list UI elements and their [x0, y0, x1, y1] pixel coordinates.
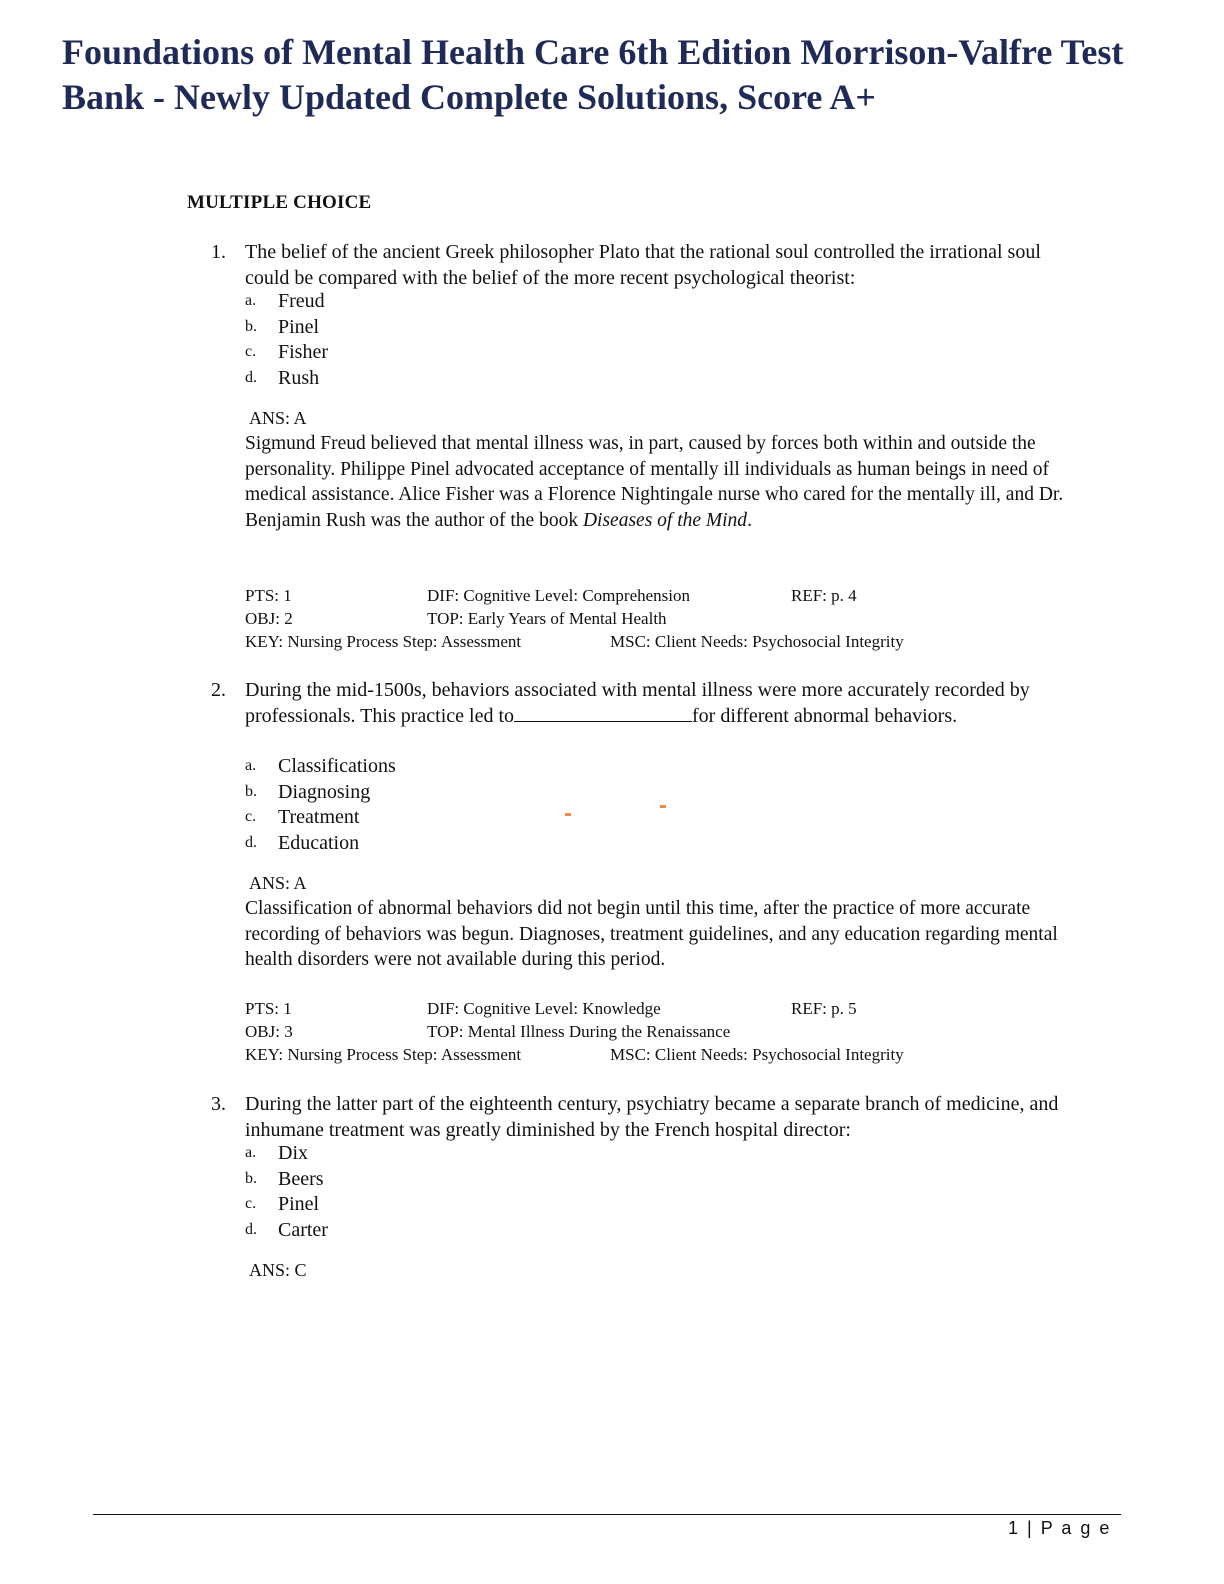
choice-text: Beers — [278, 1167, 324, 1190]
question-metadata — [245, 584, 1005, 653]
answer-label: ANS: A — [249, 873, 307, 893]
ref-label: REF: p. 4 — [791, 586, 857, 605]
question-number: 3. — [211, 1093, 226, 1115]
choice-letter: d. — [245, 1220, 257, 1238]
choice-letter: a. — [245, 1144, 257, 1161]
fill-in-blank — [514, 703, 692, 722]
choice-text: Pinel — [278, 315, 320, 338]
stem-after: for different abnormal behaviors. — [692, 705, 958, 727]
choice-letter: c. — [245, 343, 257, 360]
section-heading: MULTIPLE CHOICE — [187, 192, 372, 213]
pts-label: PTS: 1 — [245, 586, 292, 605]
choice-letter: d. — [245, 833, 257, 851]
choice-text: Carter — [278, 1218, 328, 1241]
choice-letter: c. — [245, 808, 257, 825]
choice-text: Dix — [278, 1142, 308, 1164]
msc-label: MSC: Client Needs: Psychosocial Integrity — [610, 632, 904, 651]
choice-letter: b. — [245, 1169, 257, 1187]
msc-label: MSC: Client Needs: Psychosocial Integrity — [610, 1045, 904, 1064]
choice-text: Diagnosing — [278, 780, 371, 803]
choice-text: Fisher — [278, 341, 328, 363]
choice-letter: d. — [245, 368, 257, 386]
orange-mark — [565, 813, 571, 816]
answer-label: ANS: A — [249, 408, 307, 428]
footer-rule — [93, 1514, 1121, 1515]
question-stem: The belief of the ancient Greek philosopher Plato that the rational soul controlled the irrational soul could be compared with the belief of the more recent psychological theorist: — [245, 241, 1041, 289]
dif-label: DIF: Cognitive Level: Knowledge — [427, 999, 661, 1018]
choice-text: Pinel — [278, 1193, 320, 1215]
page-number: 1 | P a g e — [1008, 1518, 1112, 1538]
answer-rationale: Classification of abnormal behaviors did not begin until this time, after the practice of more accurate recording of behaviors was begun. Diagnoses, treatment guidelines, and any education regarding mental health disorders were not available during this period. — [245, 898, 1058, 970]
key-label: KEY: Nursing Process Step: Assessment — [245, 1045, 522, 1064]
choice-text: Freud — [278, 290, 325, 312]
obj-label: OBJ: 2 — [245, 609, 293, 628]
question-number: 1. — [211, 241, 226, 263]
choice-text: Rush — [278, 366, 320, 389]
book-title: Diseases of the Mind — [582, 509, 748, 531]
orange-mark — [660, 805, 666, 808]
choice-letter: b. — [245, 782, 257, 800]
answer-label: ANS: C — [249, 1260, 307, 1280]
top-label: TOP: Early Years of Mental Health — [427, 609, 667, 628]
document-title: Foundations of Mental Health Care 6th Edition Morrison-Valfre Test Bank - Newly Updated Complete Solutions, Score A+ — [62, 32, 1124, 117]
choice-letter: a. — [245, 292, 257, 309]
key-label: KEY: Nursing Process Step: Assessment — [245, 632, 522, 651]
dif-label: DIF: Cognitive Level: Comprehension — [427, 586, 690, 605]
choice-letter: c. — [245, 1195, 257, 1212]
pts-label: PTS: 1 — [245, 999, 292, 1018]
question-stem: During the latter part of the eighteenth century, psychiatry became a separate branch of medicine, and inhumane treatment was greatly diminished by the French hospital director: — [245, 1093, 1059, 1141]
answer-rationale — [245, 431, 1085, 533]
question-metadata — [245, 997, 1005, 1066]
choice-letter: a. — [245, 757, 257, 774]
question-stem — [245, 677, 1075, 729]
stem-before: During the mid-1500s, behaviors associated with mental illness were more accurately recorded by professionals. This practice led to — [245, 679, 1030, 727]
rationale-text: Sigmund Freud believed that mental illness was, in part, caused by forces both within and outside the personality. Philippe Pinel advocated acceptance of mentally ill individuals as human beings in need of medical assistance. Alice Fisher was a Florence Nightingale nurse who cared for the mentally ill, and Dr. Benjamin Rush was the author of the book — [245, 433, 1064, 531]
choice-text: Treatment — [278, 806, 360, 828]
top-label: TOP: Mental Illness During the Renaissance — [427, 1022, 731, 1041]
rationale-end: . — [747, 509, 752, 531]
choice-letter: b. — [245, 317, 257, 335]
obj-label: OBJ: 3 — [245, 1022, 293, 1041]
choice-text: Education — [278, 831, 360, 854]
ref-label: REF: p. 5 — [791, 999, 857, 1018]
question-number: 2. — [211, 679, 226, 701]
choice-text: Classifications — [278, 755, 396, 777]
